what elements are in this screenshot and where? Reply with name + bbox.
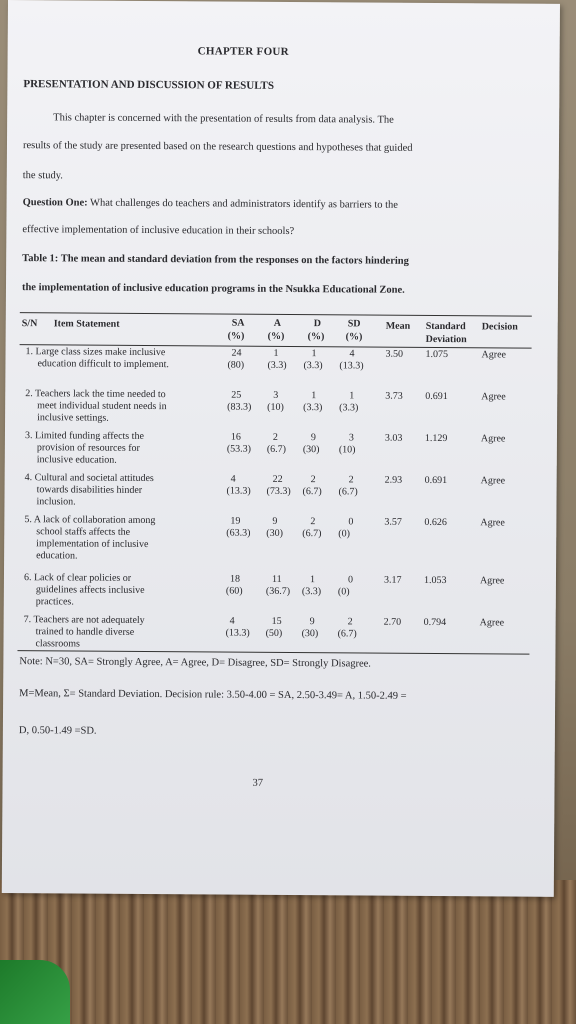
cell-sa-count: 16	[230, 431, 241, 443]
cell-sd-count: 1	[349, 390, 355, 402]
item-statement-line: 5. A lack of collaboration among	[24, 514, 156, 527]
cell-decision: Agree	[480, 433, 506, 445]
cell-a-percent: (10)	[267, 401, 284, 413]
cell-mean: 3.17	[383, 574, 402, 586]
cell-sd-count: 4	[349, 348, 355, 360]
cell-a-count: 22	[272, 473, 283, 485]
cell-d-count: 9	[309, 616, 315, 628]
cell-a-percent: (50)	[265, 627, 283, 639]
cell-d-percent: (3.3)	[301, 586, 322, 598]
cell-sa-percent: (13.3)	[225, 627, 250, 639]
cell-decision: Agree	[480, 475, 506, 487]
header-d: D	[313, 318, 322, 330]
item-statement-line: 2. Teachers lack the time needed to	[25, 388, 166, 401]
cell-sa-percent: (13.3)	[226, 485, 251, 497]
header-item: Item Statement	[53, 318, 120, 330]
cell-mean: 3.73	[385, 390, 403, 402]
item-statement-line: education difficult to implement.	[37, 358, 169, 371]
item-statement-line: meet individual student needs in	[37, 400, 167, 413]
cell-mean: 2.70	[383, 616, 402, 628]
note-line-1: Note: N=30, SA= Strongly Agree, A= Agree, D= Disagree, SD= Strongly Disagree.	[19, 656, 371, 670]
table-caption-line-1	[22, 253, 409, 268]
item-statement-line: practices.	[35, 596, 74, 608]
header-sa-pct: (%)	[227, 330, 245, 342]
cell-a-percent: (6.7)	[266, 443, 287, 455]
item-statement-line: guidelines affects inclusive	[35, 584, 145, 596]
cell-a-count: 1	[273, 347, 279, 359]
note-line-3: D, 0.50-1.49 =SD.	[18, 725, 97, 737]
cell-sd-count: 0	[347, 574, 353, 586]
item-statement-line: 6. Lack of clear policies or	[23, 572, 132, 584]
document-page	[2, 0, 560, 897]
item-statement-line: trained to handle diverse	[35, 626, 135, 638]
cell-d-count: 2	[310, 474, 316, 486]
cell-std-deviation: 0.794	[423, 616, 447, 629]
cell-sd-percent: (0)	[337, 586, 350, 598]
table-bottom-rule	[17, 650, 529, 655]
item-statement-line: 7. Teachers are not adequately	[23, 614, 145, 626]
cell-d-percent: (3.3)	[303, 360, 323, 372]
item-statement-line: education.	[36, 550, 78, 562]
cell-mean: 2.93	[384, 474, 403, 486]
header-decision: Decision	[481, 321, 518, 333]
cell-sd-percent: (13.3)	[339, 360, 364, 372]
cell-mean: 3.57	[384, 516, 402, 528]
question-label: Question One:	[22, 197, 88, 209]
cell-d-percent: (6.7)	[302, 528, 322, 540]
wooden-surface	[0, 880, 576, 1024]
cell-sa-percent: (63.3)	[226, 527, 251, 539]
item-statement-line: inclusive settings.	[37, 412, 109, 424]
section-title: PRESENTATION AND DISCUSSION OF RESULTS	[23, 78, 275, 92]
cell-sa-percent: (60)	[225, 585, 243, 597]
cell-a-percent: (36.7)	[265, 585, 291, 597]
cell-sa-percent: (83.3)	[227, 401, 252, 413]
header-sa: SA	[231, 317, 245, 329]
cell-sa-count: 19	[230, 515, 241, 527]
cell-sd-percent: (3.3)	[339, 402, 359, 414]
table-top-rule	[20, 312, 532, 317]
cell-d-percent: (6.7)	[302, 486, 322, 498]
item-statement-line: implementation of inclusive	[36, 538, 149, 550]
cell-decision: Agree	[479, 575, 505, 587]
cell-decision: Agree	[481, 391, 506, 403]
cell-d-percent: (30)	[301, 628, 319, 640]
cell-d-count: 1	[311, 390, 317, 402]
header-std-1: Standard	[425, 320, 466, 333]
intro-line-3: the study.	[22, 170, 63, 182]
cell-sa-count: 18	[229, 573, 241, 585]
cell-sd-count: 3	[348, 432, 354, 444]
cell-a-percent: (3.3)	[267, 359, 287, 371]
green-object	[0, 960, 70, 1024]
cell-sa-percent: (80)	[227, 359, 245, 371]
cell-std-deviation: 1.129	[424, 432, 448, 445]
cell-std-deviation: 1.053	[423, 574, 447, 587]
cell-sa-count: 24	[231, 347, 242, 359]
cell-sa-count: 4	[230, 473, 236, 485]
cell-d-count: 1	[311, 348, 317, 360]
cell-sd-count: 2	[347, 616, 353, 628]
cell-d-percent: (30)	[302, 444, 320, 456]
cell-sd-count: 0	[348, 516, 354, 528]
header-a-pct: (%)	[267, 330, 285, 342]
cell-d-percent: (3.3)	[303, 402, 323, 414]
cell-std-deviation: 1.075	[425, 348, 449, 361]
header-std-2: Deviation	[425, 333, 467, 346]
cell-a-count: 11	[271, 573, 282, 585]
item-statement-line: school staffs affects the	[36, 526, 131, 538]
cell-std-deviation: 0.626	[424, 516, 447, 529]
cell-a-count: 3	[273, 389, 279, 401]
chapter-heading: CHAPTER FOUR	[197, 45, 289, 58]
cell-std-deviation: 0.691	[425, 390, 448, 403]
cell-sd-percent: (0)	[338, 528, 350, 540]
cell-a-count: 15	[271, 615, 282, 627]
question-text-1: What challenges do teachers and administrators identify as barriers to the	[90, 197, 398, 211]
cell-a-percent: (30)	[266, 527, 283, 539]
cell-std-deviation: 0.691	[424, 474, 448, 487]
cell-a-count: 2	[272, 431, 278, 443]
item-statement-line: 4. Cultural and societal attitudes	[24, 472, 154, 485]
intro-line-1: This chapter is concerned with the presentation of results from data analysis. The	[53, 112, 394, 126]
cell-d-count: 2	[310, 516, 316, 528]
header-sd: SD	[347, 318, 361, 330]
header-d-pct: (%)	[307, 331, 325, 343]
cell-sd-percent: (6.7)	[338, 486, 358, 498]
cell-sa-count: 25	[231, 389, 242, 401]
cell-sa-count: 4	[229, 615, 235, 627]
question-line-1	[23, 197, 398, 212]
header-sn: S/N	[21, 318, 38, 330]
cell-decision: Agree	[480, 517, 505, 529]
cell-a-count: 9	[272, 515, 278, 527]
cell-d-count: 9	[310, 432, 316, 444]
note-line-2: M=Mean, Σ= Standard Deviation. Decision rule: 3.50-4.00 = SA, 2.50-3.49= A, 1.50-2.49 =	[19, 688, 407, 702]
item-statement-line: provision of resources for	[36, 442, 140, 454]
cell-d-count: 1	[309, 574, 315, 586]
cell-sd-percent: (6.7)	[337, 628, 357, 640]
item-statement-line: 1. Large class sizes make inclusive	[25, 346, 166, 359]
item-statement-line: classrooms	[35, 638, 80, 650]
header-sd-pct: (%)	[345, 331, 363, 343]
cell-decision: Agree	[479, 617, 505, 629]
cell-sd-count: 2	[348, 474, 354, 486]
page-number: 37	[252, 777, 264, 789]
table-caption-line-2: the implementation of inclusive education programs in the Nsukka Educational Zone.	[21, 282, 405, 296]
item-statement-line: towards disabilities hinder	[36, 484, 143, 496]
cell-mean: 3.50	[385, 348, 404, 360]
cell-mean: 3.03	[384, 432, 403, 444]
cell-sa-percent: (53.3)	[226, 443, 252, 455]
cell-decision: Agree	[481, 349, 507, 361]
cell-sd-percent: (10)	[338, 444, 356, 456]
item-statement-line: inclusion.	[36, 496, 76, 508]
table-label: Table 1:	[22, 253, 59, 265]
question-line-2: effective implementation of inclusive education in their schools?	[22, 224, 295, 238]
table-caption-text-1: The mean and standard deviation from the responses on the factors hindering	[60, 253, 409, 267]
item-statement-line: 3. Limited funding affects the	[24, 430, 144, 442]
item-statement-line: inclusive education.	[36, 454, 117, 466]
header-mean: Mean	[385, 320, 411, 332]
intro-line-2: results of the study are presented based on the research questions and hypotheses that guided	[22, 140, 413, 154]
header-a: A	[273, 317, 282, 329]
cell-a-percent: (73.3)	[266, 485, 291, 497]
